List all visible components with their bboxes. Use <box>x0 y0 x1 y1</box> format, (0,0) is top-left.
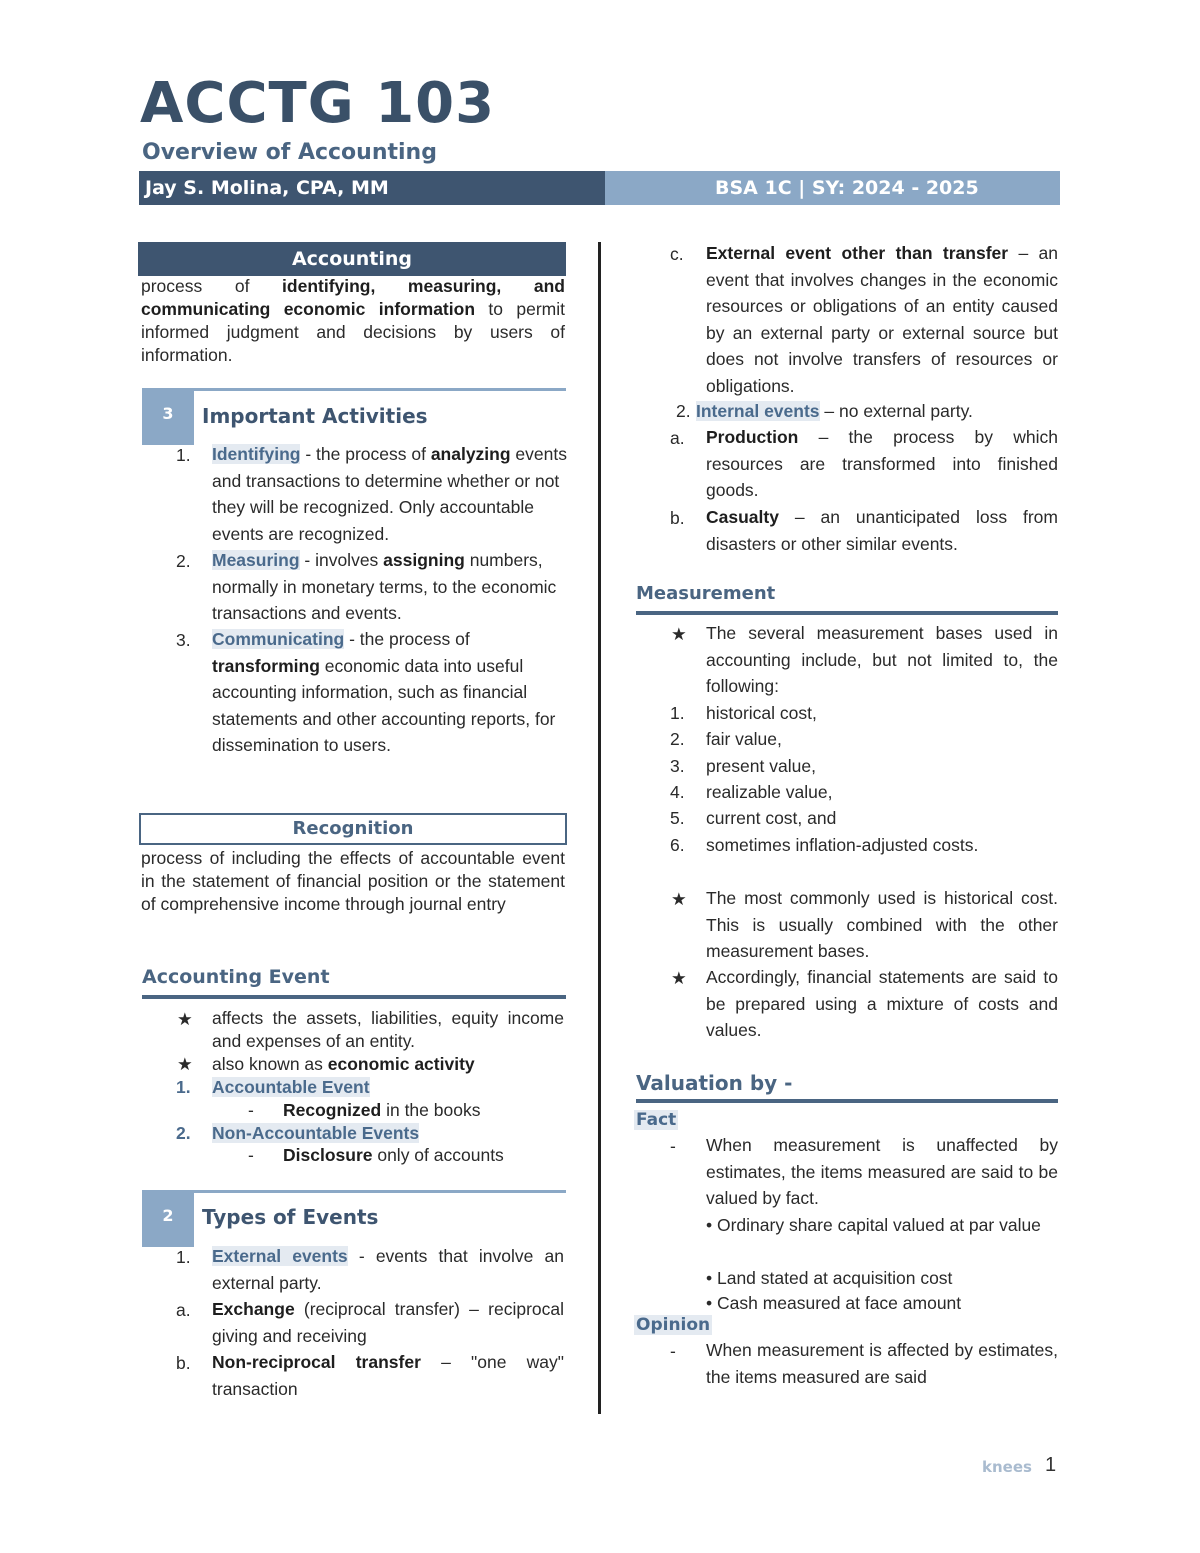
type-item: External event other than transfer – an event that involves changes in the economic resources or obligations of an entity caused by an external party or external source but does not involve transfers of resources or obligations. <box>706 243 1058 396</box>
basis-number: 2. <box>670 729 685 749</box>
types-top-rule <box>142 1190 566 1193</box>
star-bullet: ★ <box>671 968 687 988</box>
dash-bullet: - <box>670 1341 676 1361</box>
activity-number: 1. <box>176 445 191 465</box>
types-number-badge: 2 <box>142 1193 194 1247</box>
basis-item: historical cost, <box>706 703 817 723</box>
basis-item: realizable value, <box>706 782 833 802</box>
type-letter: a. <box>176 1300 191 1320</box>
type-item: Exchange (reciprocal transfer) – reciprocal giving and receiving <box>212 1299 564 1346</box>
type-item: External events - events that involve an external party. <box>212 1246 564 1293</box>
class-info-banner: BSA 1C | SY: 2024 - 2025 <box>605 171 1060 205</box>
star-bullet: ★ <box>177 1009 193 1029</box>
basis-number: 5. <box>670 808 685 828</box>
types-heading: Types of Events <box>202 1205 379 1229</box>
star-bullet: ★ <box>671 889 687 909</box>
basis-item: sometimes inflation-adjusted costs. <box>706 835 979 855</box>
measurement-rule <box>636 611 1058 615</box>
type-number: 2. <box>676 401 691 421</box>
opinion-description: When measurement is affected by estimates, the items measured are said <box>706 1340 1058 1387</box>
basis-number: 1. <box>670 703 685 723</box>
accounting-event-heading: Accounting Event <box>142 966 330 988</box>
type-item: Non-reciprocal transfer – "one way" transaction <box>212 1352 565 1399</box>
basis-number: 6. <box>670 835 685 855</box>
valuation-heading: Valuation by - <box>636 1071 793 1095</box>
basis-item: fair value, <box>706 729 782 749</box>
opinion-label: Opinion <box>636 1315 711 1335</box>
fact-example: • Ordinary share capital valued at par value <box>706 1215 1041 1235</box>
event-subtype-dash: - <box>248 1145 254 1165</box>
activity-item: Communicating - the process of transforming economic data into useful accounting information, such as financial statements and other accounting reports, for dissemination to users. <box>212 629 556 755</box>
basis-item: present value, <box>706 756 816 776</box>
author-banner: Jay S. Molina, CPA, MM <box>139 171 605 205</box>
fact-description: When measurement is unaffected by estimates, the items measured are said to be valued by fact. <box>706 1135 1058 1208</box>
star-bullet: ★ <box>671 624 687 644</box>
activity-item: Measuring - involves assigning numbers, normally in monetary terms, to the economic transactions and events. <box>212 550 557 623</box>
event-subtype-detail: Disclosure only of accounts <box>283 1145 504 1165</box>
type-item: Production – the process by which resources are transformed into finished goods. <box>706 427 1058 500</box>
event-subtype-number: 2. <box>176 1123 191 1143</box>
document-subtitle: Overview of Accounting <box>142 140 437 165</box>
type-letter: b. <box>670 508 685 528</box>
fact-example: • Land stated at acquisition cost <box>706 1268 953 1288</box>
column-divider <box>598 242 601 1414</box>
type-number: 1. <box>176 1247 191 1267</box>
event-subtype: Accountable Event <box>212 1077 370 1097</box>
page-number: 1 <box>1045 1454 1057 1476</box>
footer-brand: knees <box>982 1458 1032 1476</box>
type-letter: a. <box>670 428 685 448</box>
type-letter: b. <box>176 1353 191 1373</box>
event-bullet: also known as economic activity <box>212 1054 475 1074</box>
fact-example: • Cash measured at face amount <box>706 1293 962 1313</box>
accounting-heading: Accounting <box>138 242 566 276</box>
accounting-definition: process of identifying, measuring, and communicating economic information to permit informed judgment and decisions by users of information. <box>141 276 565 365</box>
measurement-heading: Measurement <box>636 583 776 604</box>
document-title: ACCTG 103 <box>140 71 496 136</box>
fact-label: Fact <box>636 1110 677 1130</box>
event-subtype-dash: - <box>248 1100 254 1120</box>
event-subtype: Non-Accountable Events <box>212 1123 420 1143</box>
activities-top-rule <box>142 388 566 391</box>
star-bullet: ★ <box>177 1054 193 1074</box>
basis-number: 4. <box>670 782 685 802</box>
measurement-note: The most commonly used is historical cost. This is usually combined with the other measurement bases. <box>706 888 1058 961</box>
activity-number: 3. <box>176 630 191 650</box>
basis-number: 3. <box>670 756 685 776</box>
activity-item: Identifying - the process of analyzing events and transactions to determine whether or not they will be recognized. Only accountable events are recognized. <box>212 444 567 544</box>
measurement-intro: The several measurement bases used in accounting include, but not limited to, the following: <box>706 623 1058 696</box>
activities-number-badge: 3 <box>142 391 194 445</box>
event-bullet: affects the assets, liabilities, equity income and expenses of an entity. <box>212 1008 564 1051</box>
event-subtype-detail: Recognized in the books <box>283 1100 481 1120</box>
recognition-definition: process of including the effects of accountable event in the statement of financial position or the statement of comprehensive income through journal entry <box>141 848 565 914</box>
event-subtype-number: 1. <box>176 1077 191 1097</box>
activities-heading: Important Activities <box>202 404 428 428</box>
type-letter: c. <box>670 244 684 264</box>
accounting-event-rule <box>142 995 566 999</box>
basis-item: current cost, and <box>706 808 837 828</box>
valuation-rule <box>636 1099 1058 1103</box>
dash-bullet: - <box>670 1136 676 1156</box>
activity-number: 2. <box>176 551 191 571</box>
recognition-heading: Recognition <box>139 813 567 845</box>
type-item: Casualty – an unanticipated loss from disasters or other similar events. <box>706 507 1058 554</box>
type-item: Internal events – no external party. <box>696 401 973 421</box>
measurement-note: Accordingly, financial statements are said to be prepared using a mixture of costs and values. <box>706 967 1058 1040</box>
